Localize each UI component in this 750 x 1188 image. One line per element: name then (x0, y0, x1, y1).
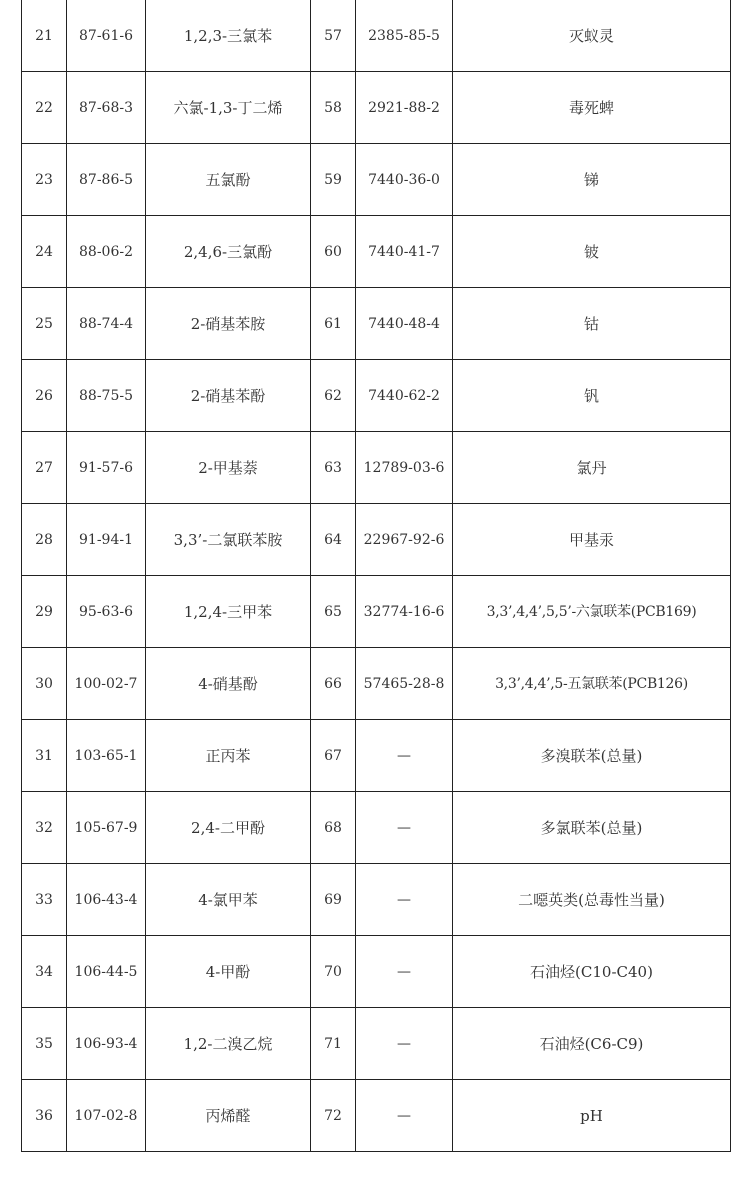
substance-name-left: 1,2-二溴乙烷 (146, 1008, 311, 1080)
cas-number-right: 32774-16-6 (356, 576, 453, 648)
substance-name-left: 2-甲基萘 (146, 432, 311, 504)
row-number-right: 61 (311, 288, 356, 360)
substance-name-left: 正丙苯 (146, 720, 311, 792)
table-row (22, 576, 731, 648)
substance-name-left: 4-甲酚 (146, 936, 311, 1008)
row-number-right: 66 (311, 648, 356, 720)
cas-number-left: 91-57-6 (67, 432, 146, 504)
cas-number-left: 106-44-5 (67, 936, 146, 1008)
row-number-right: 63 (311, 432, 356, 504)
substance-name-left: 五氯酚 (146, 144, 311, 216)
row-number-right: 57 (311, 0, 356, 72)
cas-number-left: 87-86-5 (67, 144, 146, 216)
row-number-left: 31 (22, 720, 67, 792)
pollutant-table-container (21, 0, 730, 1152)
cas-number-left: 88-75-5 (67, 360, 146, 432)
row-number-right: 71 (311, 1008, 356, 1080)
cas-number-left: 87-68-3 (67, 72, 146, 144)
table-row (22, 720, 731, 792)
row-number-left: 33 (22, 864, 67, 936)
row-number-left: 24 (22, 216, 67, 288)
cas-number-right: 7440-48-4 (356, 288, 453, 360)
row-number-left: 29 (22, 576, 67, 648)
substance-name-right: 钒 (453, 360, 731, 432)
cas-number-right: — (356, 792, 453, 864)
cas-number-right: 57465-28-8 (356, 648, 453, 720)
substance-name-left: 丙烯醛 (146, 1080, 311, 1152)
substance-name-left: 六氯-1,3-丁二烯 (146, 72, 311, 144)
row-number-right: 68 (311, 792, 356, 864)
substance-name-right: 铍 (453, 216, 731, 288)
row-number-right: 58 (311, 72, 356, 144)
row-number-right: 69 (311, 864, 356, 936)
table-row (22, 936, 731, 1008)
pollutant-table (21, 0, 731, 1152)
row-number-left: 26 (22, 360, 67, 432)
substance-name-right: 3,3’,4,4’,5,5’-六氯联苯(PCB169) (453, 576, 731, 648)
substance-name-left: 3,3’-二氯联苯胺 (146, 504, 311, 576)
cas-number-left: 103-65-1 (67, 720, 146, 792)
substance-name-left: 1,2,4-三甲苯 (146, 576, 311, 648)
substance-name-right: 石油烃(C6-C9) (453, 1008, 731, 1080)
cas-number-right: — (356, 720, 453, 792)
substance-name-left: 4-硝基酚 (146, 648, 311, 720)
substance-name-right: pH (453, 1080, 731, 1152)
table-row (22, 0, 731, 72)
cas-number-right: 2385-85-5 (356, 0, 453, 72)
table-row (22, 144, 731, 216)
table-row (22, 360, 731, 432)
row-number-right: 59 (311, 144, 356, 216)
cas-number-right: — (356, 1080, 453, 1152)
cas-number-left: 88-74-4 (67, 288, 146, 360)
cas-number-right: 7440-41-7 (356, 216, 453, 288)
row-number-left: 22 (22, 72, 67, 144)
row-number-right: 60 (311, 216, 356, 288)
cas-number-right: 22967-92-6 (356, 504, 453, 576)
cas-number-left: 91-94-1 (67, 504, 146, 576)
substance-name-right: 锑 (453, 144, 731, 216)
substance-name-right: 多氯联苯(总量) (453, 792, 731, 864)
table-row (22, 792, 731, 864)
row-number-right: 67 (311, 720, 356, 792)
table-row (22, 288, 731, 360)
row-number-right: 62 (311, 360, 356, 432)
table-row (22, 504, 731, 576)
substance-name-left: 2-硝基苯胺 (146, 288, 311, 360)
cas-number-right: — (356, 1008, 453, 1080)
substance-name-right: 毒死蜱 (453, 72, 731, 144)
row-number-right: 70 (311, 936, 356, 1008)
cas-number-left: 95-63-6 (67, 576, 146, 648)
row-number-right: 72 (311, 1080, 356, 1152)
substance-name-right: 钴 (453, 288, 731, 360)
row-number-right: 64 (311, 504, 356, 576)
row-number-left: 23 (22, 144, 67, 216)
cas-number-right: 7440-36-0 (356, 144, 453, 216)
cas-number-left: 87-61-6 (67, 0, 146, 72)
cas-number-left: 106-93-4 (67, 1008, 146, 1080)
cas-number-right: 12789-03-6 (356, 432, 453, 504)
row-number-left: 34 (22, 936, 67, 1008)
row-number-left: 35 (22, 1008, 67, 1080)
table-row (22, 432, 731, 504)
table-row (22, 1080, 731, 1152)
table-row (22, 72, 731, 144)
substance-name-right: 多溴联苯(总量) (453, 720, 731, 792)
cas-number-right: — (356, 864, 453, 936)
substance-name-right: 氯丹 (453, 432, 731, 504)
row-number-left: 27 (22, 432, 67, 504)
table-row (22, 1008, 731, 1080)
row-number-right: 65 (311, 576, 356, 648)
substance-name-right: 3,3’,4,4’,5-五氯联苯(PCB126) (453, 648, 731, 720)
row-number-left: 28 (22, 504, 67, 576)
table-row (22, 216, 731, 288)
substance-name-right: 石油烃(C10-C40) (453, 936, 731, 1008)
table-row (22, 864, 731, 936)
substance-name-left: 4-氯甲苯 (146, 864, 311, 936)
substance-name-left: 2,4,6-三氯酚 (146, 216, 311, 288)
row-number-left: 32 (22, 792, 67, 864)
substance-name-left: 1,2,3-三氯苯 (146, 0, 311, 72)
row-number-left: 36 (22, 1080, 67, 1152)
cas-number-left: 88-06-2 (67, 216, 146, 288)
substance-name-right: 甲基汞 (453, 504, 731, 576)
cas-number-left: 106-43-4 (67, 864, 146, 936)
substance-name-right: 灭蚁灵 (453, 0, 731, 72)
cas-number-right: 2921-88-2 (356, 72, 453, 144)
row-number-left: 21 (22, 0, 67, 72)
substance-name-left: 2,4-二甲酚 (146, 792, 311, 864)
cas-number-right: 7440-62-2 (356, 360, 453, 432)
substance-name-right: 二噁英类(总毒性当量) (453, 864, 731, 936)
row-number-left: 30 (22, 648, 67, 720)
substance-name-left: 2-硝基苯酚 (146, 360, 311, 432)
cas-number-left: 105-67-9 (67, 792, 146, 864)
cas-number-left: 100-02-7 (67, 648, 146, 720)
table-row (22, 648, 731, 720)
cas-number-right: — (356, 936, 453, 1008)
row-number-left: 25 (22, 288, 67, 360)
cas-number-left: 107-02-8 (67, 1080, 146, 1152)
